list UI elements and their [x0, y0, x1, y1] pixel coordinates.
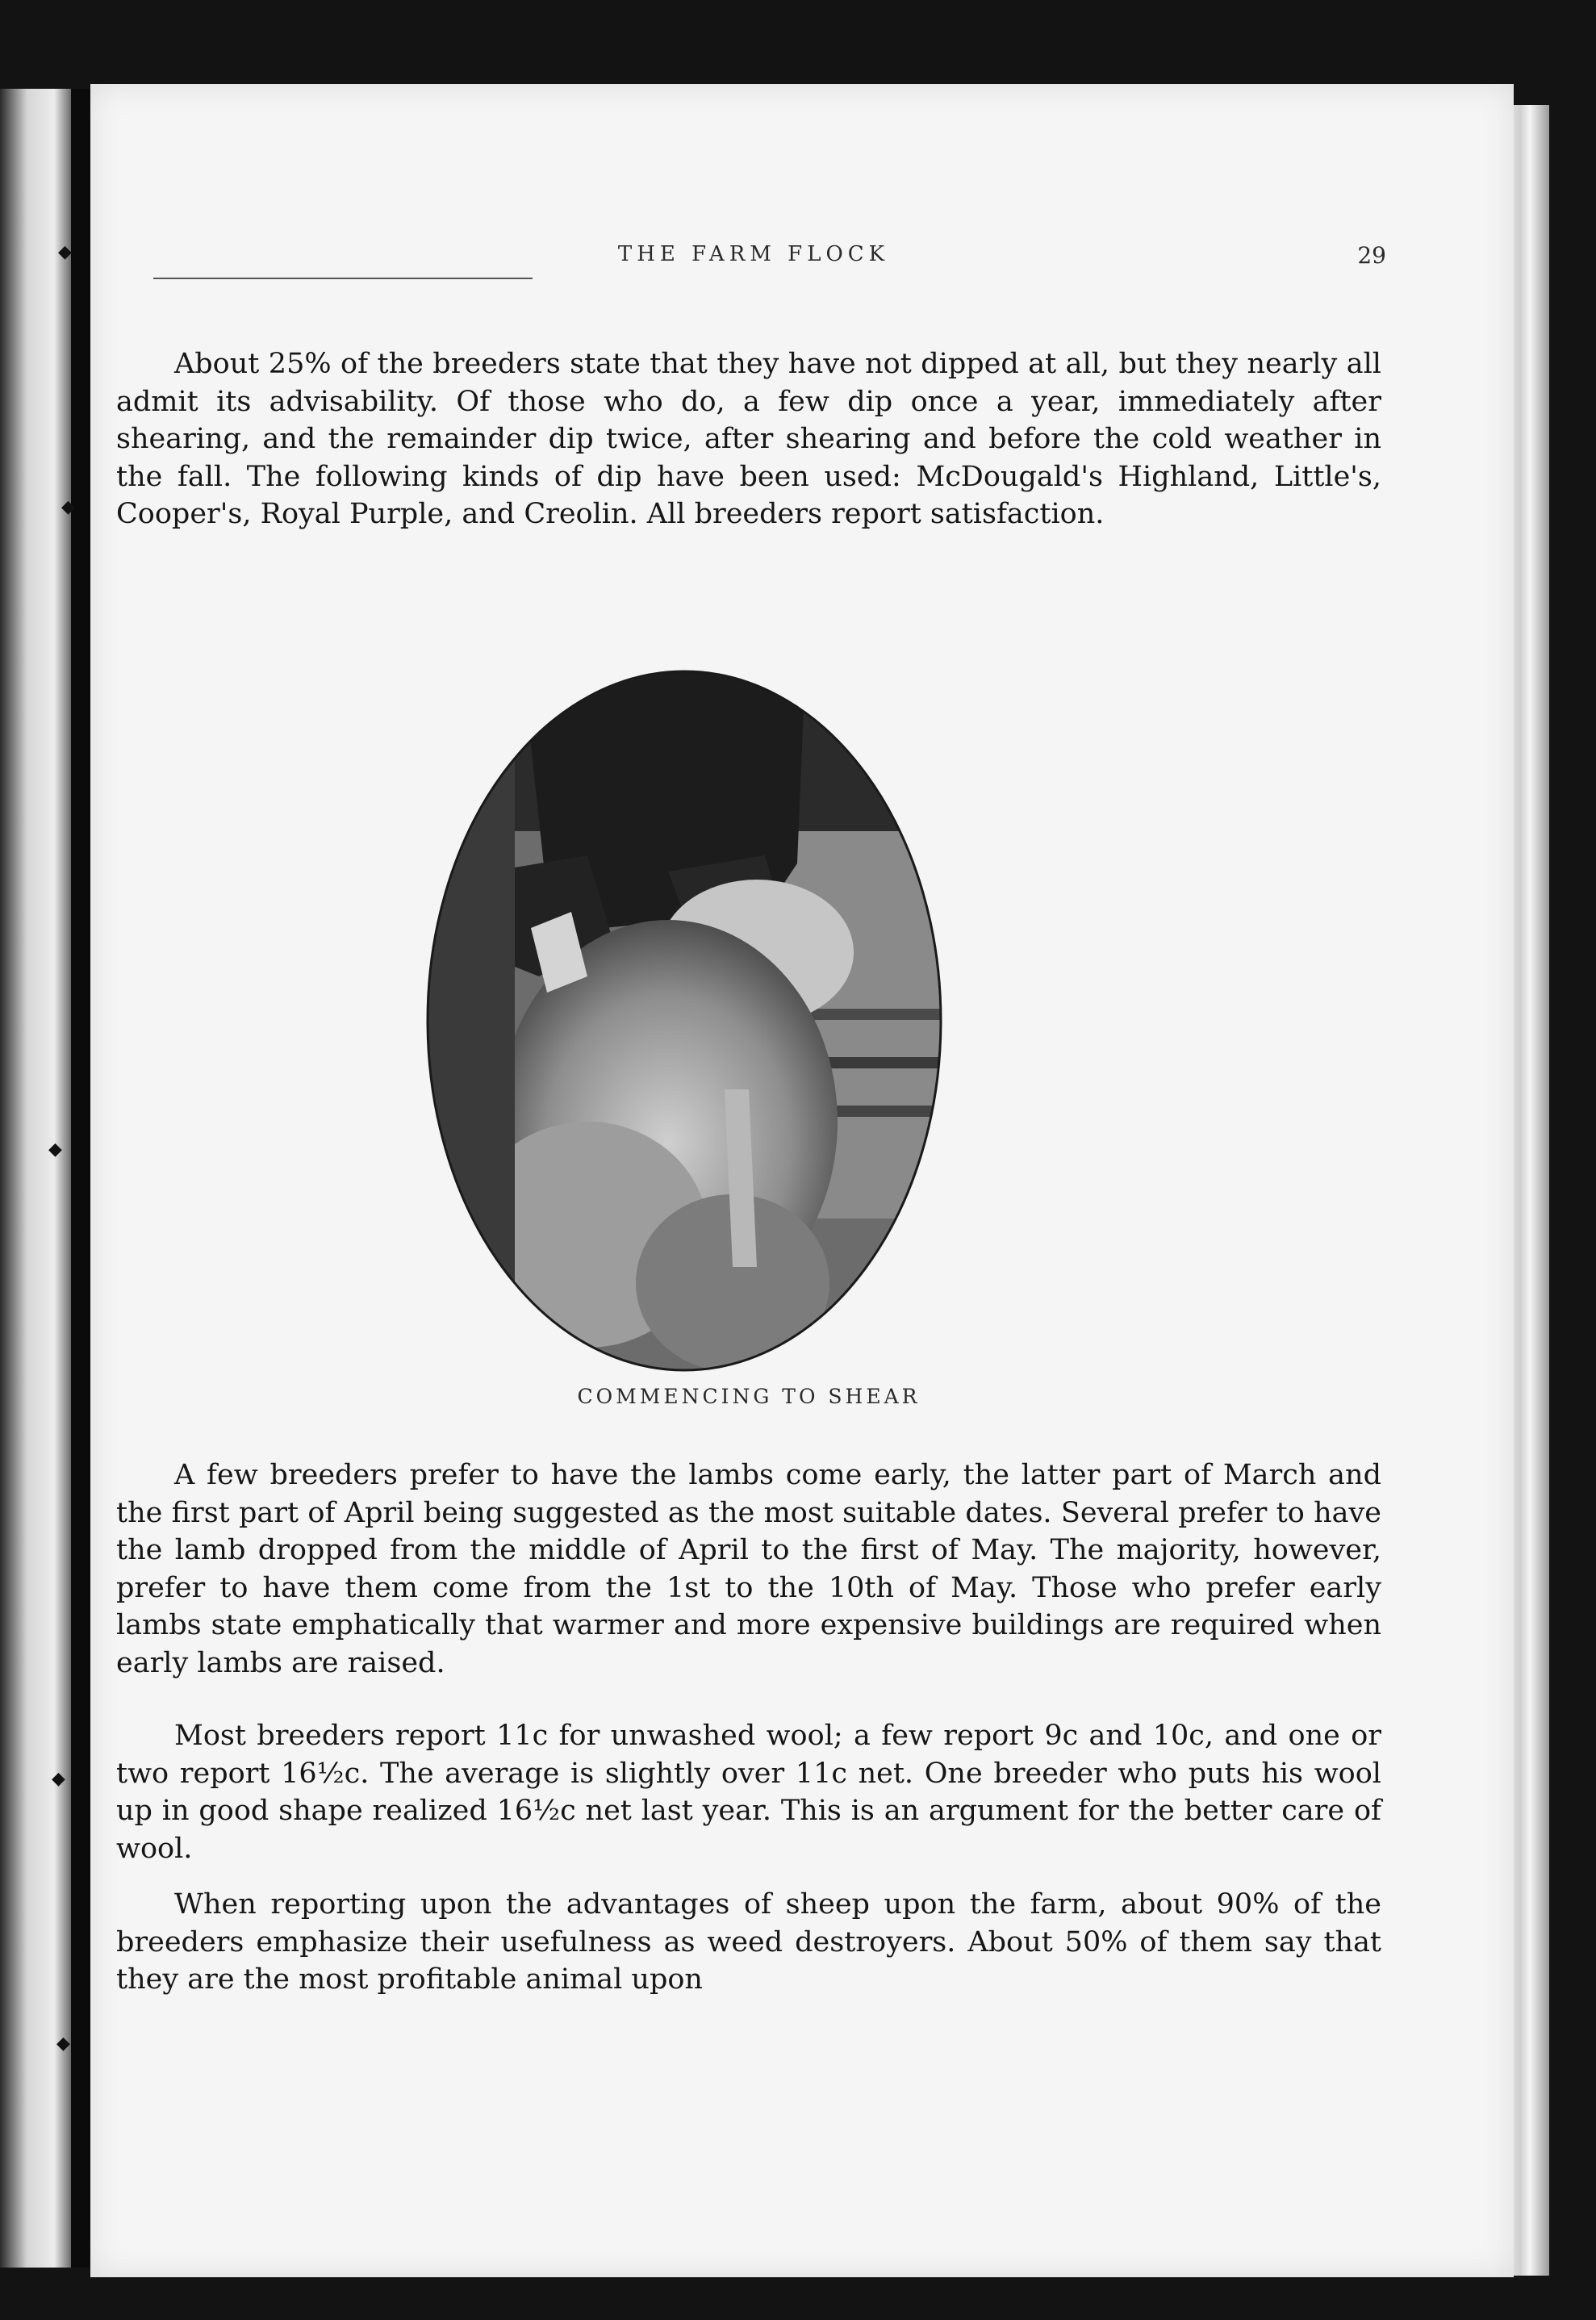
paragraph-advantages: When reporting upon the advantages of sheep upon the farm, about 90% of the breeders emphasize their usefulness as weed destroyers. About 50% of them say that they are the most profitable animal upon	[116, 1888, 1381, 1996]
binding-mark: ◆	[48, 1139, 62, 1160]
running-head: THE FARM FLOCK	[617, 242, 890, 266]
binding-mark: ◆	[61, 497, 75, 517]
figure-caption: COMMENCING TO SHEAR	[577, 1385, 921, 1408]
binding-mark: ◆	[56, 2034, 70, 2054]
sheep-shearing-photo	[426, 670, 942, 1372]
binding-mark: ◆	[58, 242, 72, 262]
page-header	[121, 242, 1386, 282]
paragraph-dipping: About 25% of the breeders state that they have not dipped at all, but they nearly all admit its advisability. Of those who do, a few dip once a year, immediately after shearing, and the remainder dip twice, after shearing and before the cold weather in the fall. The following kinds of dip have been used: McDougald's Highland, Little's, Cooper's, Royal Purple, and Creolin. All breeders report satisfaction.	[116, 348, 1381, 530]
paragraph-lambing: A few breeders prefer to have the lambs come early, the latter part of March and the first part of April being suggested as the most suitable dates. Several prefer to have the lamb dropped from the middle of April to the first of May. The majority, however, prefer to have them come from the 1st to the 10th of May. Those who prefer early lambs state emphatically that warmer and more expensive buildings are required when early lambs are raised.	[116, 1459, 1381, 1679]
header-rule	[153, 278, 533, 279]
paragraph-wool-prices: Most breeders report 11c for unwashed wool; a few report 9c and 10c, and one or two report 16½c. The average is slightly over 11c net. One breeder who puts his wool up in good shape realized 16½c net last year. This is an argument for the better care of wool.	[116, 1720, 1381, 1865]
previous-page-edge	[0, 89, 77, 2268]
binding-mark: ◆	[52, 1769, 65, 1789]
page-number: 29	[1357, 242, 1386, 269]
